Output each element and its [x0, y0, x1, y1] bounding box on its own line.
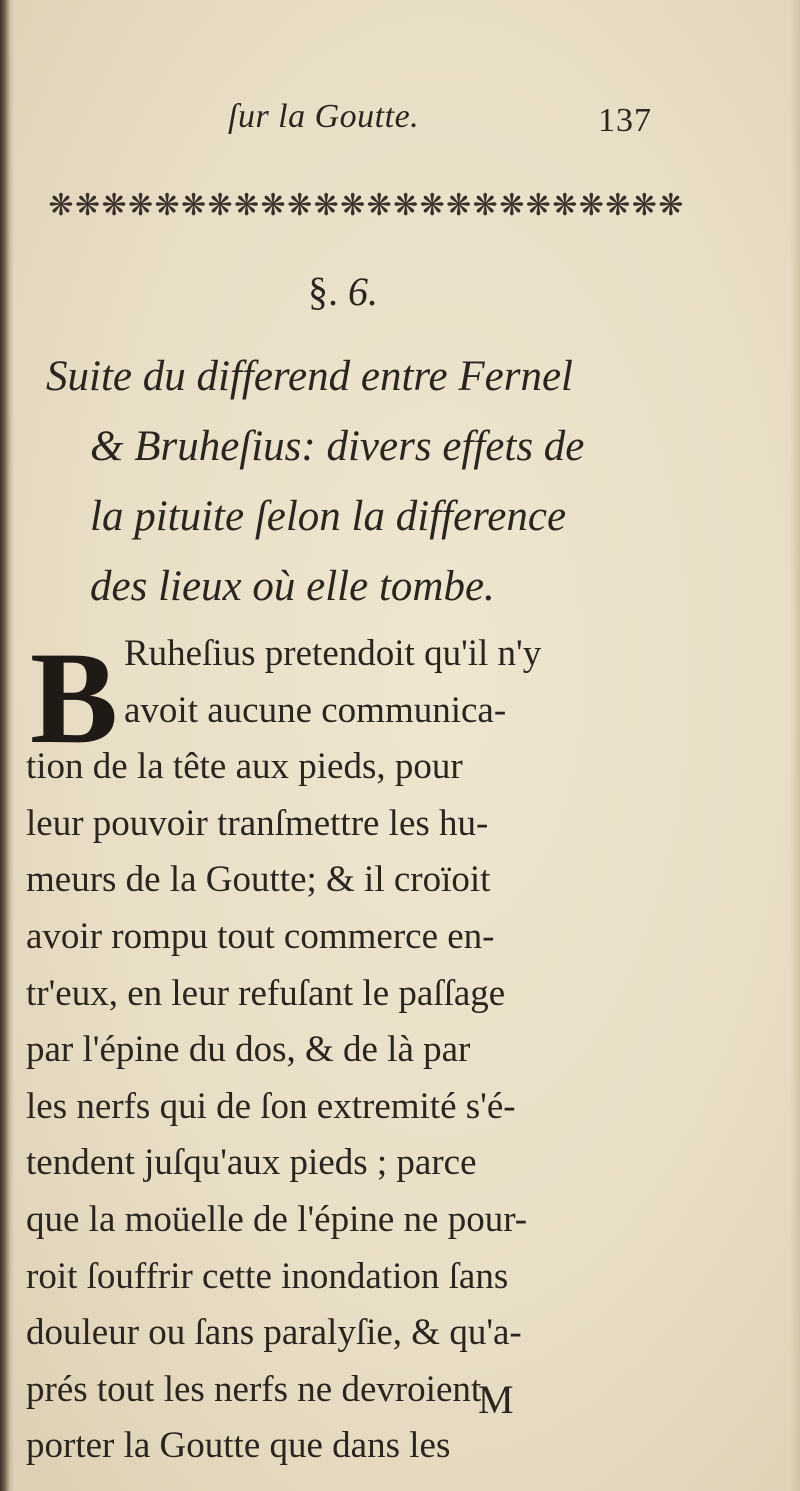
ornament-glyph: ❋ — [234, 188, 260, 222]
ornament-glyph: ❋ — [658, 188, 684, 222]
body-line: les nerfs qui de ſon extremité s'é- — [26, 1085, 516, 1127]
section-mark — [308, 268, 378, 315]
page-spine-edge — [0, 0, 14, 1491]
ornament-glyph: ❋ — [181, 188, 207, 222]
body-line: prés tout les nerfs ne devroient — [26, 1368, 482, 1410]
ornament-glyph: ❋ — [340, 188, 366, 222]
ornament-glyph: ❋ — [366, 188, 392, 222]
ornament-glyph: ❋ — [313, 188, 339, 222]
body-line: leur pouvoir tranſmettre les hu- — [26, 802, 489, 844]
body-line: roit ſouffrir cette inondation ſans — [26, 1255, 509, 1297]
ornament-glyph: ❋ — [48, 188, 74, 222]
body-line: que la moüelle de l'épine ne pour- — [26, 1199, 528, 1240]
ornament-glyph: ❋ — [499, 188, 525, 222]
section-symbol: §. — [308, 269, 338, 314]
ornament-glyph: ❋ — [101, 188, 127, 222]
ornament-glyph: ❋ — [154, 188, 180, 222]
heading-line: des lieux où elle tombe. — [90, 563, 495, 610]
ornament-glyph: ❋ — [393, 188, 419, 222]
page-right-edge — [790, 0, 800, 1491]
heading-line: & Bruheſius: divers effets de — [90, 423, 585, 470]
body-line: tendent juſqu'aux pieds ; parce — [26, 1142, 477, 1184]
ornament-glyph: ❋ — [287, 188, 313, 222]
ornament-glyph: ❋ — [74, 188, 101, 222]
heading-line: Suite du differend entre Fernel — [46, 353, 574, 400]
ornament-glyph: ❋ — [552, 188, 578, 222]
body-line: Ruheſius pretendoit qu'il n'y — [124, 633, 542, 674]
body-line: porter la Goutte que dans les — [26, 1425, 451, 1467]
ornament-glyph: ❋ — [472, 188, 498, 222]
drop-cap: B — [30, 624, 119, 771]
body-line: douleur ou ſans paralyſie, & qu'a- — [26, 1312, 522, 1354]
ornament-glyph: ❋ — [419, 188, 445, 222]
ornament-glyph: ❋ — [207, 188, 233, 222]
section-number: 6. — [348, 269, 378, 314]
body-line: par l'épine du dos, & de là par — [26, 1029, 471, 1071]
body-line: avoit aucune communica- — [124, 689, 507, 731]
ornament-glyph: ❋ — [260, 188, 286, 222]
body-line: tion de la tête aux pieds, pour — [26, 746, 463, 788]
ornament-glyph: ❋ — [446, 188, 472, 222]
page-number: 137 — [598, 102, 652, 139]
body-line: avoir rompu tout commerce en- — [26, 916, 495, 957]
ornament-band — [48, 182, 684, 228]
running-head: ſur la Goutte. — [228, 98, 420, 135]
body-line: tr'eux, en leur refuſant le paſſage — [26, 972, 506, 1014]
ornament-glyph: ❋ — [127, 188, 154, 222]
body-line: meurs de la Goutte; & il croïoit — [26, 859, 491, 901]
ornament-glyph: ❋ — [605, 188, 631, 222]
ornament-glyph: ❋ — [631, 188, 657, 222]
ornament-glyph: ❋ — [525, 188, 551, 222]
catchword: M — [478, 1377, 514, 1422]
ornament-glyph: ❋ — [578, 188, 604, 222]
heading-line: la pituite ſelon la difference — [90, 493, 567, 540]
